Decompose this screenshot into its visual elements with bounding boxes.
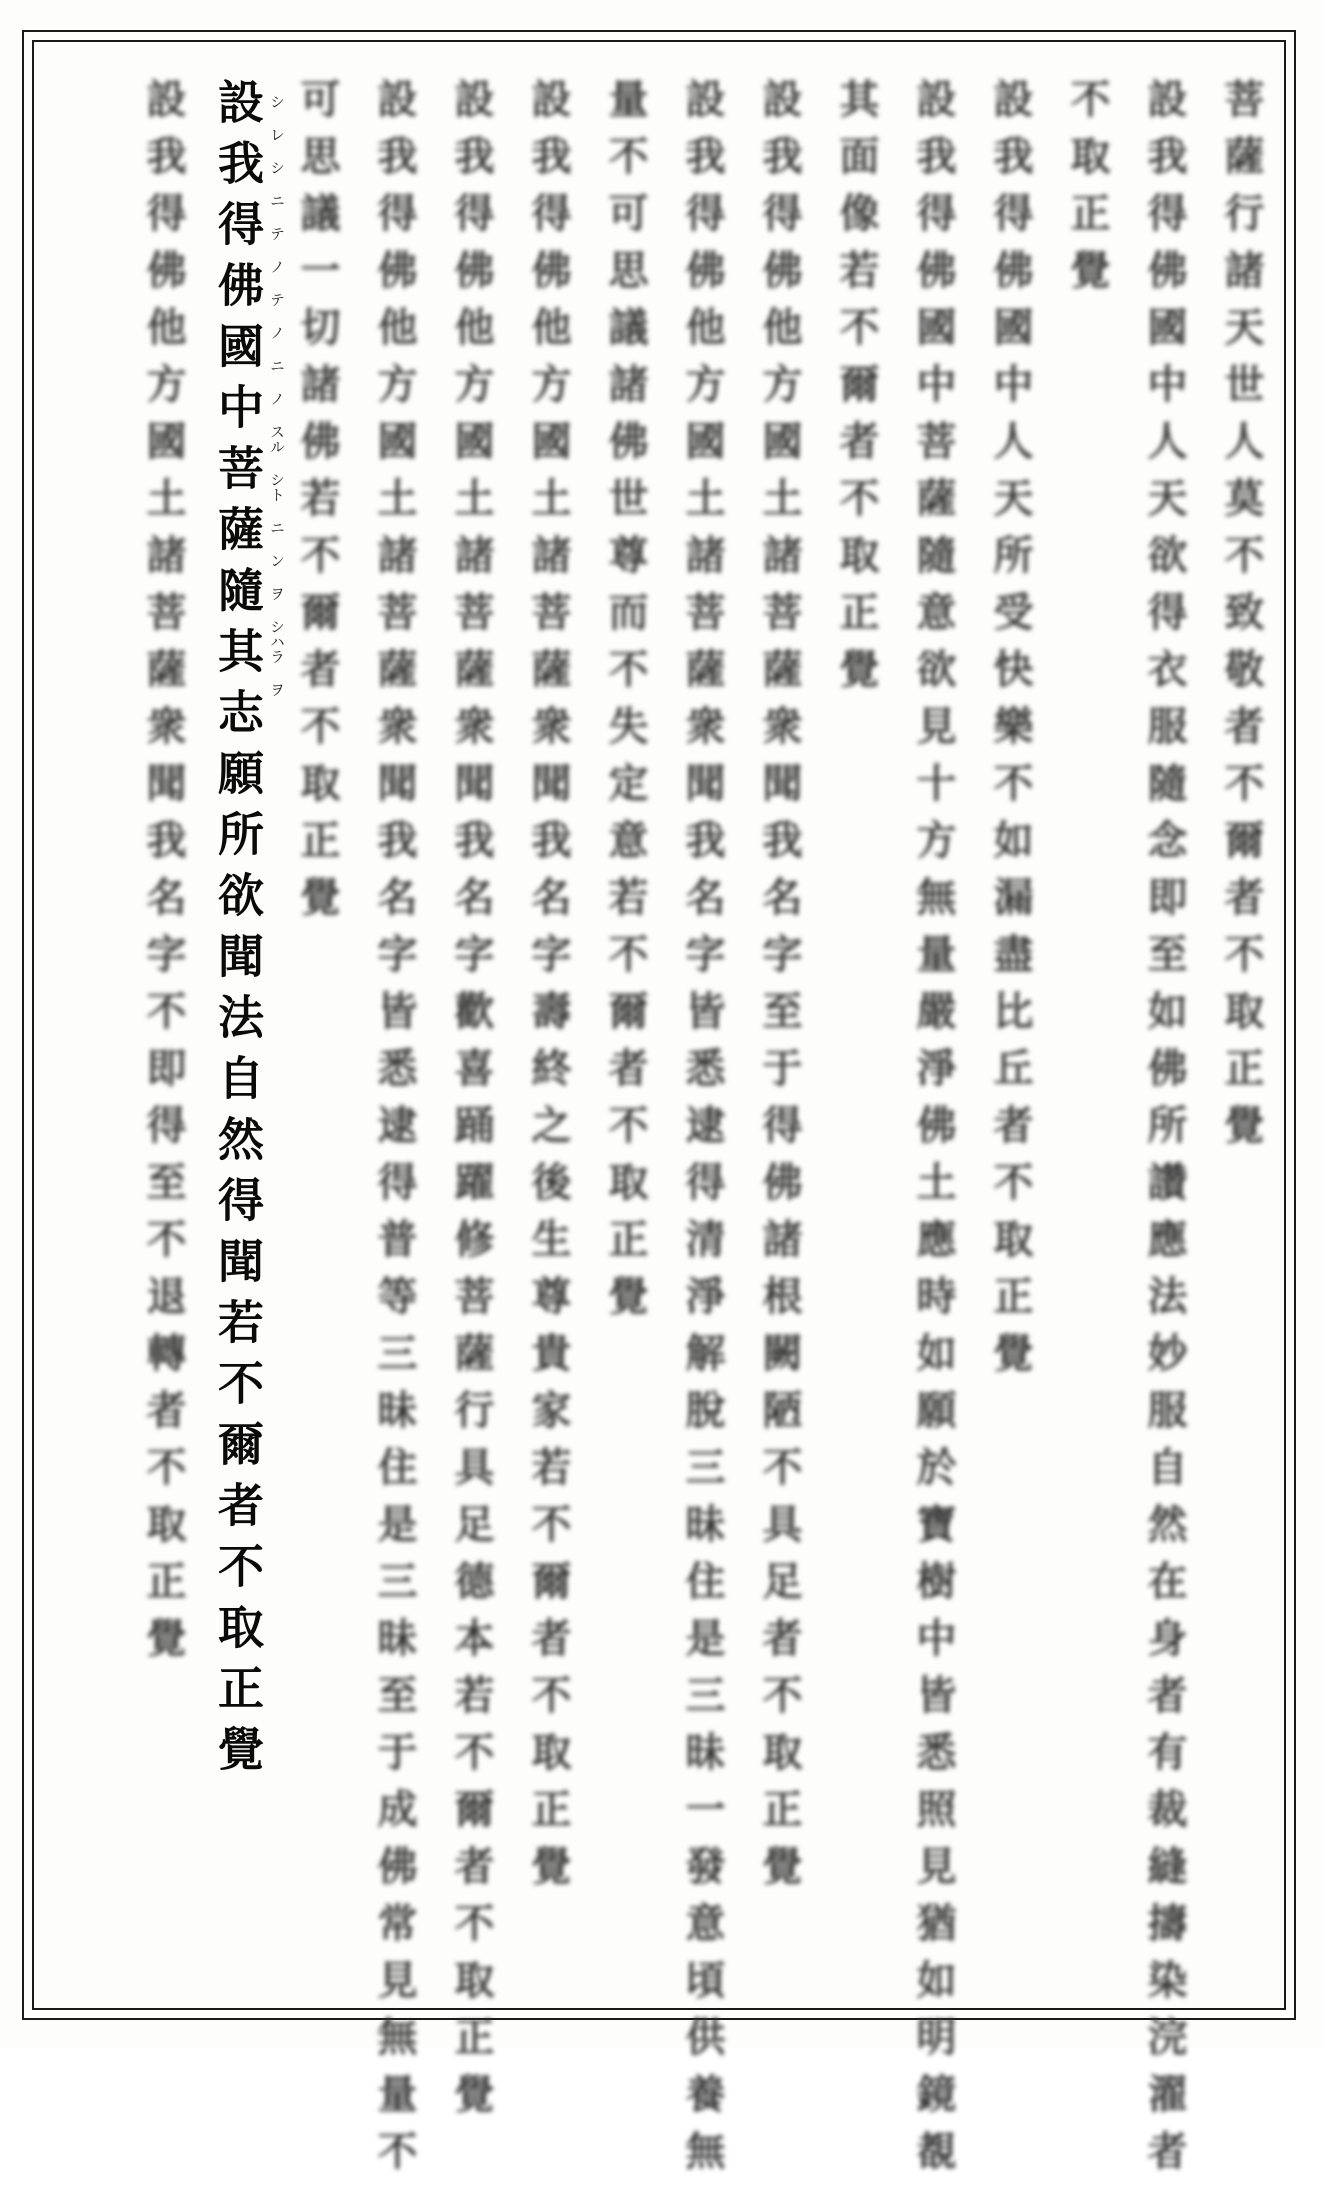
column-text: 設我得佛國中人天欲得衣服隨念即至如佛所讚應法妙服自然在身者有裁縫擣染浣濯者	[1141, 78, 1188, 2187]
text-column	[900, 78, 972, 2187]
column-text: 設我得佛國中菩薩隨意欲見十方無量嚴淨佛土應時如願於寶樹中皆悉照見猶如明鏡覩	[910, 78, 957, 2187]
column-text: 菩薩行諸天世人莫不致敬者不爾者不取正覺	[1218, 78, 1265, 1161]
column-text: 可思議一切諸佛若不爾者不取正覺	[294, 78, 341, 933]
column-text: 其面像若不爾者不取正覺	[833, 78, 880, 705]
column-text: 設我得佛他方國土諸菩薩衆聞我名字皆悉逮得普等三昧住是三昧至于成佛常見無量不	[371, 78, 418, 2187]
text-column	[284, 78, 356, 1978]
text-column	[438, 78, 510, 2130]
text-column	[977, 78, 1049, 1978]
kana-gloss: シ レ シ ニ テ ノ テ ノ ニ ノ スル シト ニ ン ヲ シハラ ヲ	[268, 94, 286, 697]
text-column	[1208, 78, 1280, 1978]
column-text: 量不可思議諸佛世尊而不失定意若不爾者不取正覺	[602, 78, 649, 1332]
column-text: 設我得佛國中菩薩隨其志願所欲聞法自然得聞若不爾者不取正覺	[211, 78, 265, 1786]
text-column	[592, 78, 664, 1978]
column-text: 設我得佛他方國土諸菩薩衆聞我名字皆悉逮得清淨解脫三昧住是三昧一發意頃供養無	[679, 78, 726, 2187]
column-text: 設我得佛他方國土諸菩薩衆聞我名字至于得佛諸根闕陋不具足者不取正覺	[756, 78, 803, 1902]
text-column	[1054, 78, 1126, 1978]
text-column	[361, 78, 433, 2187]
column-text: 設我得佛國中人天所受快樂不如漏盡比丘者不取正覺	[987, 78, 1034, 1389]
column-text: 不取正覺	[1064, 78, 1111, 306]
text-column	[130, 78, 202, 1978]
vertical-text-body	[40, 78, 1280, 2187]
column-text: 設我得佛他方國土諸菩薩衆聞我名字歡喜踊躍修菩薩行具足德本若不爾者不取正覺	[448, 78, 495, 2130]
column-text: 設我得佛他方國土諸菩薩衆聞我名字不即得至不退轉者不取正覺	[140, 78, 187, 1674]
text-column	[515, 78, 587, 1978]
column-text: 設我得佛他方國土諸菩薩衆聞我名字壽終之後生尊貴家若不爾者不取正覺	[525, 78, 572, 1902]
text-column	[746, 78, 818, 1978]
highlighted-text-column	[207, 78, 286, 1978]
text-column	[823, 78, 895, 1978]
text-column	[669, 78, 741, 2187]
text-column	[1131, 78, 1203, 2187]
